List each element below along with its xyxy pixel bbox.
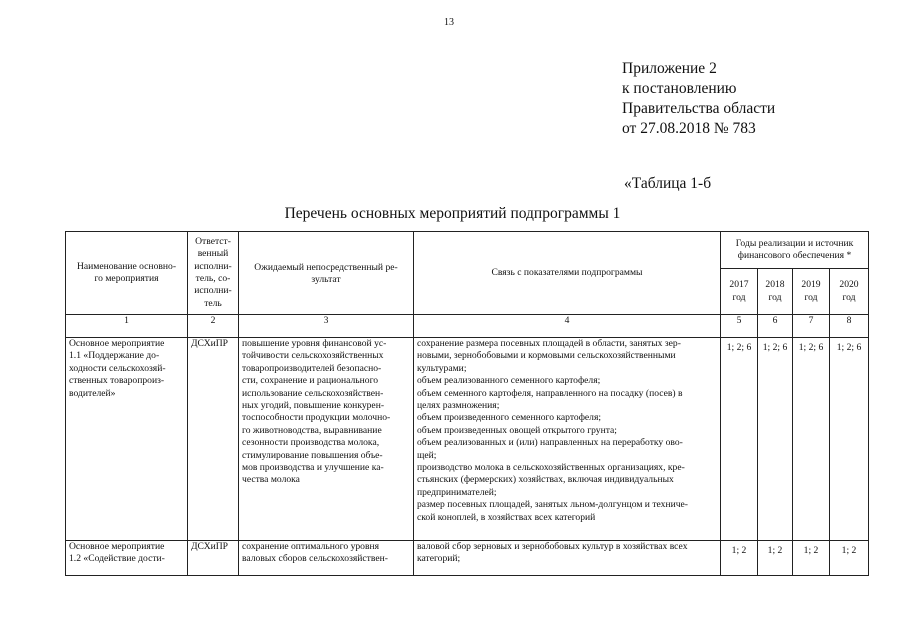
appendix-line: Правительства области: [622, 100, 776, 117]
funding-2017: 1; 2; 6: [721, 338, 758, 541]
column-number: 6: [758, 315, 793, 338]
column-number: 2: [188, 315, 239, 338]
measure-name: Основное мероприятие 1.1 «Поддержание до- ходности сельскохозяй- ственных товаропроиз- водителей»: [66, 338, 188, 541]
header-year-2020: 2020 год: [830, 269, 869, 315]
header-year-2018: 2018 год: [758, 269, 793, 315]
column-number: 8: [830, 315, 869, 338]
funding-2017: 1; 2: [721, 541, 758, 576]
funding-2018: 1; 2; 6: [758, 338, 793, 541]
header-year-2017: 2017 год: [721, 269, 758, 315]
header-year-2019: 2019 год: [793, 269, 830, 315]
measure-name: Основное мероприятие 1.2 «Содействие дости-: [66, 541, 188, 576]
column-number-row: [66, 315, 869, 338]
header-responsible: Ответст- венный исполни- тель, со- исполни- тель: [188, 232, 239, 315]
table-row: [66, 338, 869, 541]
document-title: Перечень основных мероприятий подпрограммы 1: [284, 205, 621, 222]
funding-2019: 1; 2: [793, 541, 830, 576]
column-number: 7: [793, 315, 830, 338]
measure-responsible: ДСХиПР: [188, 541, 239, 576]
measures-table: [65, 231, 869, 576]
column-number: 3: [239, 315, 414, 338]
column-number: 5: [721, 315, 758, 338]
appendix-line: Приложение 2: [622, 60, 717, 77]
page-number: 13: [444, 17, 454, 28]
table-reference: «Таблица 1-б: [624, 175, 712, 192]
column-number: 1: [66, 315, 188, 338]
table-row: [66, 541, 869, 576]
appendix-block: [622, 59, 775, 139]
measure-indicator-link: сохранение размера посевных площадей в области, занятых зер- новыми, зернобобовыми и кормовыми сельскохозяйственными культурами; объем реализованного семенного картофеля; объем семенного картофеля, направленного на посадку (посев) в целях размножения; объем произведенного семенного картофеля; объем произведенных овощей открытого грунта; объем реализованных и (или) направленных на переработку ово- щей; производство молока в сельскохозяйственных организациях, кре- стьянских (фермерских) хозяйствах, включая индивидуальных предпринимателей; размер посевных площадей, занятых льном-долгунцом и техниче- ской коноплей, в хозяйствах всех категорий: [414, 338, 721, 541]
funding-2018: 1; 2: [758, 541, 793, 576]
header-years: Годы реализации и источник финансового обеспечения *: [721, 232, 869, 269]
appendix-line: к постановлению: [622, 80, 737, 97]
measure-result: повышение уровня финансовой ус- тойчивости сельскохозяйственных товаропроизводителей безопасно- сти, сохранение и рационального использование сельскохозяйствен- ных угодий, повышение конкурен- тоспособности продукции молочно- го животноводства, выравнивание сезонности производства молока, стимулирование повышения объе- мов производства и улучшение ка- чества молока: [239, 338, 414, 541]
funding-2019: 1; 2; 6: [793, 338, 830, 541]
column-number: 4: [414, 315, 721, 338]
appendix-line: от 27.08.2018 № 783: [622, 120, 756, 137]
header-link: Связь с показателями подпрограммы: [414, 232, 721, 315]
measure-result: сохранение оптимального уровня валовых сборов сельскохозяйствен-: [239, 541, 414, 576]
measure-indicator-link: валовой сбор зерновых и зернобобовых культур в хозяйствах всех категорий;: [414, 541, 721, 576]
header-name: Наименование основно- го мероприятия: [66, 232, 188, 315]
funding-2020: 1; 2: [830, 541, 869, 576]
header-result: Ожидаемый непосредственный ре- зультат: [239, 232, 414, 315]
measure-responsible: ДСХиПР: [188, 338, 239, 541]
funding-2020: 1; 2; 6: [830, 338, 869, 541]
